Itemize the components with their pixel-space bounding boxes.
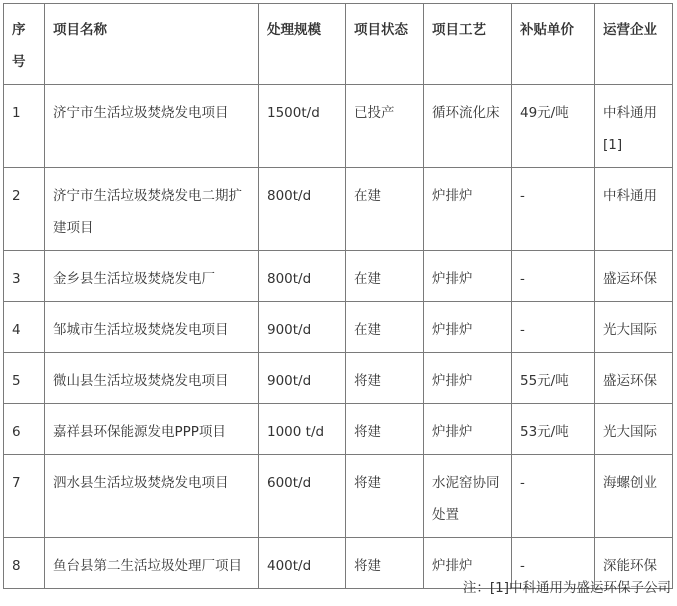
process-cell: 炉排炉: [424, 168, 512, 251]
table-row: [4, 85, 673, 168]
process-cell: 炉排炉: [424, 302, 512, 353]
process-cell: 炉排炉: [424, 538, 512, 589]
table-row: [4, 168, 673, 251]
operator-cell: 中科通用[1]: [595, 85, 673, 168]
capacity-cell: 900t/d: [259, 302, 346, 353]
project-name-cell: 微山县生活垃圾焚烧发电项目: [45, 353, 259, 404]
header-operator: 运营企业: [595, 4, 673, 85]
process-cell: 炉排炉: [424, 404, 512, 455]
operator-cell: 光大国际: [595, 302, 673, 353]
index-cell: 1: [4, 85, 45, 168]
status-cell: 已投产: [346, 85, 424, 168]
capacity-cell: 800t/d: [259, 251, 346, 302]
index-cell: 2: [4, 168, 45, 251]
capacity-cell: 1000 t/d: [259, 404, 346, 455]
table-row: [4, 251, 673, 302]
project-name-cell: 嘉祥县环保能源发电PPP项目: [45, 404, 259, 455]
project-name-cell: 鱼台县第二生活垃圾处理厂项目: [45, 538, 259, 589]
subsidy-cell: 49元/吨: [512, 85, 595, 168]
capacity-cell: 900t/d: [259, 353, 346, 404]
status-cell: 将建: [346, 455, 424, 538]
index-cell: 6: [4, 404, 45, 455]
status-cell: 将建: [346, 353, 424, 404]
index-cell: 3: [4, 251, 45, 302]
operator-cell: 盛运环保: [595, 353, 673, 404]
header-capacity: 处理规模: [259, 4, 346, 85]
index-cell: 7: [4, 455, 45, 538]
subsidy-cell: -: [512, 302, 595, 353]
subsidy-cell: 55元/吨: [512, 353, 595, 404]
table-row: [4, 455, 673, 538]
projects-table: [3, 3, 673, 589]
status-cell: 在建: [346, 302, 424, 353]
header-status: 项目状态: [346, 4, 424, 85]
process-cell: 炉排炉: [424, 251, 512, 302]
header-subsidy: 补贴单价: [512, 4, 595, 85]
project-name-cell: 邹城市生活垃圾焚烧发电项目: [45, 302, 259, 353]
operator-cell: 光大国际: [595, 404, 673, 455]
operator-cell: 中科通用: [595, 168, 673, 251]
subsidy-cell: -: [512, 538, 595, 589]
subsidy-cell: 53元/吨: [512, 404, 595, 455]
process-cell: 循环流化床: [424, 85, 512, 168]
table-row: [4, 353, 673, 404]
capacity-cell: 600t/d: [259, 455, 346, 538]
index-cell: 5: [4, 353, 45, 404]
index-cell: 8: [4, 538, 45, 589]
capacity-cell: 400t/d: [259, 538, 346, 589]
status-cell: 将建: [346, 404, 424, 455]
subsidy-cell: -: [512, 168, 595, 251]
table-row: [4, 302, 673, 353]
table-row: [4, 404, 673, 455]
capacity-cell: 800t/d: [259, 168, 346, 251]
status-cell: 在建: [346, 168, 424, 251]
capacity-cell: 1500t/d: [259, 85, 346, 168]
project-name-cell: 济宁市生活垃圾焚烧发电项目: [45, 85, 259, 168]
operator-cell: 盛运环保: [595, 251, 673, 302]
operator-cell: 深能环保: [595, 538, 673, 589]
table-header-row: [4, 4, 673, 85]
project-name-cell: 金乡县生活垃圾焚烧发电厂: [45, 251, 259, 302]
subsidy-cell: -: [512, 251, 595, 302]
status-cell: 在建: [346, 251, 424, 302]
footnote: 注：[1]中科通用为盛运环保子公司: [462, 580, 671, 596]
project-name-cell: 泗水县生活垃圾焚烧发电项目: [45, 455, 259, 538]
status-cell: 将建: [346, 538, 424, 589]
index-cell: 4: [4, 302, 45, 353]
process-cell: 水泥窑协同处置: [424, 455, 512, 538]
header-index: 序号: [4, 4, 45, 85]
subsidy-cell: -: [512, 455, 595, 538]
project-name-cell: 济宁市生活垃圾焚烧发电二期扩建项目: [45, 168, 259, 251]
process-cell: 炉排炉: [424, 353, 512, 404]
header-project-name: 项目名称: [45, 4, 259, 85]
header-process: 项目工艺: [424, 4, 512, 85]
operator-cell: 海螺创业: [595, 455, 673, 538]
